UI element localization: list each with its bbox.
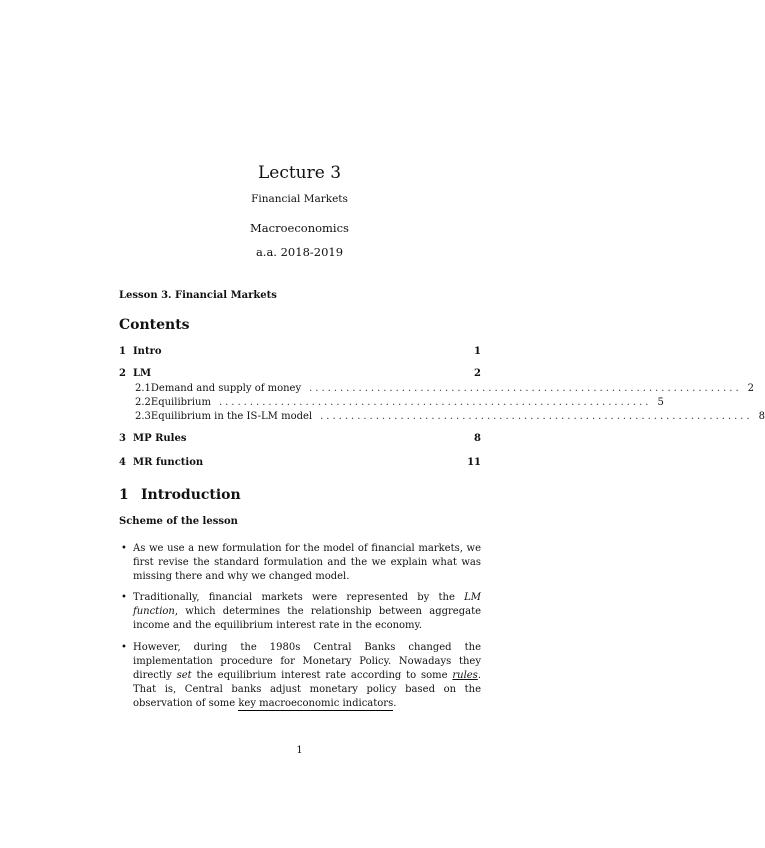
text-run: . That is, Central banks adjust monetary policy based on the observation of some [133, 670, 481, 709]
bullet-icon: • [121, 543, 127, 554]
toc-number: 4 [119, 457, 126, 468]
text-run: . [393, 698, 397, 709]
page-number: 1 [296, 745, 303, 756]
toc-number: 2.1 [135, 383, 151, 394]
document-subtitle: Financial Markets [251, 193, 348, 205]
toc-number: 3 [119, 433, 126, 444]
toc-page: 2 [747, 383, 754, 394]
academic-year: a.a. 2018-2019 [255, 245, 344, 259]
text-run: However, during the 1980s Central Banks changed the implementation procedure for Monetary Policy. Nowadays they directly [133, 642, 481, 681]
bullet-icon: • [121, 642, 127, 653]
toc-entry-is-lm[interactable] [135, 411, 765, 425]
toc-page: 11 [467, 457, 481, 468]
course-name: Macroeconomics [250, 221, 349, 235]
contents-heading: Contents [119, 317, 190, 333]
toc-page: 5 [657, 397, 664, 408]
bullet-icon: • [121, 592, 127, 603]
toc-label: LM [133, 368, 152, 379]
toc-entry-equilibrium[interactable] [135, 397, 664, 411]
bullet-text: As we use a new formulation for the model of financial markets, we first revise the standard formulation and the we explain what was missing there and why we changed model. [133, 543, 481, 582]
toc-label: Intro [133, 346, 162, 357]
bullet-text [133, 642, 481, 711]
toc-leader: ...................................................................... [218, 397, 652, 408]
bullet-text [133, 592, 481, 631]
subsection-heading: Scheme of the lesson [119, 516, 238, 527]
section-heading [119, 487, 241, 503]
toc-leader: ...................................................................... [320, 411, 753, 422]
toc-label: Equilibrium [150, 397, 211, 408]
lesson-label: Lesson 3. Financial Markets [119, 290, 277, 301]
document-title: Lecture 3 [257, 163, 342, 183]
emphasis-rules: rules [452, 670, 478, 681]
toc-label: MP Rules [133, 433, 187, 444]
text-run: Traditionally, financial markets were represented by the [133, 592, 465, 603]
emphasis-set: set [176, 670, 192, 681]
toc-number: 2.2 [135, 397, 151, 408]
toc-page: 1 [474, 346, 481, 357]
toc-label: MR function [133, 457, 204, 468]
section-number: 1 [119, 487, 129, 503]
toc-page: 8 [474, 433, 481, 444]
toc-entry-lm[interactable] [119, 368, 481, 382]
toc-leader: ...................................................................... [309, 383, 742, 394]
toc-page: 2 [474, 368, 481, 379]
section-title: Introduction [141, 487, 241, 503]
toc-number: 1 [119, 346, 126, 357]
toc-label: Demand and supply of money [150, 383, 302, 394]
text-run: the equilibrium interest rate according to some [191, 670, 453, 681]
bullet-item [121, 591, 481, 633]
bullet-item [121, 641, 481, 711]
toc-entry-mp-rules[interactable] [119, 433, 481, 447]
bullet-item [121, 542, 481, 584]
toc-page: 8 [758, 411, 765, 422]
key-indicators-highlight: key macroeconomic indicators [238, 698, 394, 709]
emphasis-lm-function: LM function [133, 592, 481, 617]
toc-number: 2.3 [135, 411, 151, 422]
toc-entry-intro[interactable] [119, 346, 481, 360]
toc-entry-demand-supply[interactable] [135, 383, 754, 397]
toc-entry-mr-function[interactable] [119, 457, 481, 471]
toc-label: Equilibrium in the IS-LM model [150, 411, 313, 422]
text-run: , which determines the relationship between aggregate income and the equilibrium interest rate in the economy. [133, 606, 481, 631]
toc-number: 2 [119, 368, 126, 379]
